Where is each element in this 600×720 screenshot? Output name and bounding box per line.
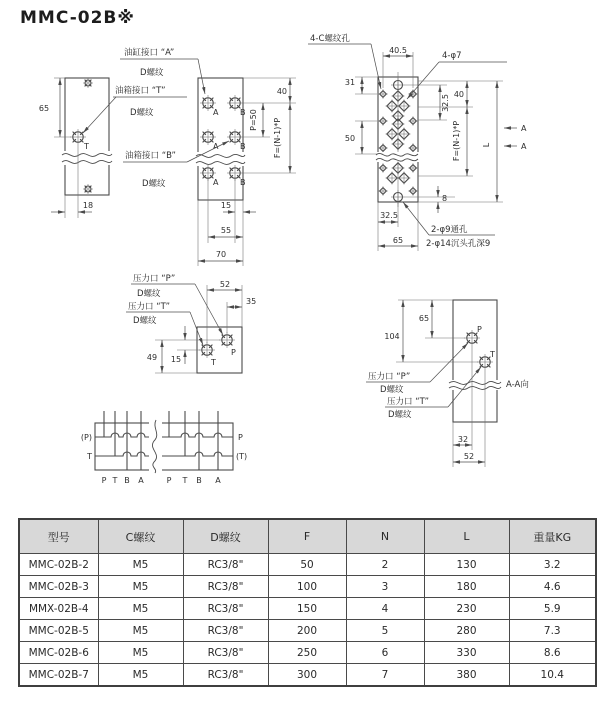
col-header-weight: 重量KG: [509, 519, 596, 554]
svg-text:40.5: 40.5: [389, 46, 407, 55]
dim-65: [419, 300, 432, 338]
section-view-body: [447, 300, 503, 422]
col-header-model: 型号: [19, 519, 98, 554]
dim-49: [147, 340, 162, 373]
label-thread-a: D螺纹: [140, 68, 164, 78]
svg-text:49: 49: [146, 353, 158, 362]
svg-text:32.5: 32.5: [380, 211, 398, 220]
dim-32: [453, 435, 472, 445]
dim-55: [208, 226, 243, 237]
label-thread-t: D螺纹: [133, 316, 157, 326]
svg-text:18: 18: [82, 201, 94, 210]
svg-text:T: T: [112, 476, 118, 485]
cell-model: MMC-02B-7: [19, 664, 98, 687]
port-t-letter: T: [84, 142, 89, 151]
cell-model: MMC-02B-5: [19, 620, 98, 642]
svg-text:65: 65: [418, 314, 430, 323]
front-view-body: [195, 78, 246, 200]
label-through-holes: [403, 202, 495, 235]
label-thread-p: D螺纹: [380, 385, 404, 395]
dim-p50: [243, 103, 270, 137]
dim-35: [227, 297, 256, 307]
svg-text:B: B: [240, 108, 246, 117]
svg-text:P: P: [477, 325, 482, 334]
svg-text:T: T: [490, 350, 495, 359]
pressure-view-body: [197, 327, 242, 373]
schematic-station2-port-labels: [167, 476, 222, 485]
svg-text:A: A: [521, 124, 527, 133]
svg-text:A: A: [521, 142, 527, 151]
schematic-body: [95, 411, 233, 473]
svg-text:F=(N-1)*P: F=(N-1)*P: [452, 120, 461, 162]
dim-15: [171, 326, 185, 364]
dim-32-5-bottom: [378, 202, 398, 227]
svg-text:15: 15: [170, 355, 182, 364]
col-header-c-thread: C螺纹: [98, 519, 183, 554]
svg-text:B: B: [196, 476, 202, 485]
svg-text:压力口 “T”: 压力口 “T”: [128, 302, 171, 312]
svg-text:B: B: [240, 142, 246, 151]
table-header-row: [19, 519, 596, 554]
cell-model: MMC-02B-6: [19, 642, 98, 664]
svg-text:P=50: P=50: [249, 109, 258, 131]
side-view-body: [60, 78, 114, 195]
dim-8: [405, 186, 455, 213]
svg-text:P: P: [166, 476, 172, 485]
port-p-icon: [219, 332, 235, 348]
label-thread-t: D螺纹: [130, 108, 154, 118]
svg-text:55: 55: [220, 226, 232, 235]
svg-text:A: A: [213, 108, 219, 117]
top-view-drawing: [305, 25, 600, 257]
spec-table: [18, 518, 597, 687]
svg-text:2-φ9通孔: 2-φ9通孔: [431, 225, 468, 235]
mounting-hole-icon: [83, 78, 93, 88]
schematic-left-p-label: (P): [80, 433, 92, 442]
svg-text:31: 31: [344, 78, 356, 87]
dim-52: [207, 280, 242, 290]
svg-text:104: 104: [384, 332, 400, 341]
page-title: MMC-02B※: [20, 8, 135, 28]
section-arrow-a-bottom: [504, 142, 527, 151]
svg-text:B: B: [240, 178, 246, 187]
svg-text:油缸接口 “A”: 油缸接口 “A”: [124, 48, 175, 58]
svg-text:L: L: [482, 142, 491, 148]
pressure-port-view-drawing: [85, 265, 310, 385]
svg-text:52: 52: [463, 452, 475, 461]
mounting-hole-icon: [83, 184, 93, 194]
svg-text:油箱接口 “T”: 油箱接口 “T”: [115, 86, 166, 96]
top-view-body: [375, 72, 421, 207]
dim-50: [345, 121, 378, 154]
schematic-station1-port-labels: [102, 476, 145, 485]
table-row: MMX-02B-4 M5 RC3/8" 150 4 230 5.9: [19, 598, 596, 620]
svg-text:F=(N-1)*P: F=(N-1)*P: [273, 117, 282, 159]
svg-text:4-φ7: 4-φ7: [442, 51, 462, 61]
label-counterbore: 2-φ14沉头孔深9: [426, 239, 491, 249]
svg-text:52: 52: [219, 280, 231, 289]
cell-model: MMX-02B-4: [19, 598, 98, 620]
dim-40: [243, 78, 296, 103]
label-thread-b: D螺纹: [142, 179, 166, 189]
dim-52: [453, 452, 485, 462]
dim-104: [384, 300, 403, 362]
svg-text:40: 40: [453, 90, 464, 99]
svg-text:A: A: [215, 476, 221, 485]
hydraulic-schematic: [75, 408, 255, 493]
svg-text:B: B: [124, 476, 130, 485]
port-t-icon: [199, 342, 215, 358]
schematic-left-t-label: T: [87, 452, 92, 461]
col-header-n: N: [346, 519, 424, 554]
table-row: MMC-02B-3 M5 RC3/8" 100 3 180 4.6: [19, 576, 596, 598]
svg-text:压力口 “T”: 压力口 “T”: [387, 397, 430, 407]
svg-text:65: 65: [38, 104, 50, 113]
section-a-a-drawing: [330, 280, 600, 475]
section-view-label: A-A向: [506, 380, 529, 390]
svg-text:P: P: [101, 476, 107, 485]
label-thread-t: D螺纹: [388, 410, 412, 420]
schematic-right-t-label: (T): [236, 452, 248, 461]
svg-text:压力口 “P”: 压力口 “P”: [133, 274, 176, 284]
svg-text:40: 40: [276, 87, 287, 96]
col-header-l: L: [424, 519, 509, 554]
col-header-d-thread: D螺纹: [183, 519, 268, 554]
svg-text:50: 50: [344, 134, 356, 143]
svg-text:35: 35: [246, 297, 257, 306]
svg-text:T: T: [182, 476, 188, 485]
svg-text:压力口 “P”: 压力口 “P”: [368, 372, 411, 382]
dim-15: [208, 179, 256, 243]
schematic-right-p-label: P: [238, 433, 243, 442]
svg-text:32.5: 32.5: [441, 94, 450, 112]
dim-65: [39, 78, 71, 137]
svg-text:15: 15: [220, 201, 232, 210]
svg-text:32: 32: [457, 435, 469, 444]
label-thread-p: D螺纹: [137, 289, 161, 299]
svg-text:4-C螺纹孔: 4-C螺纹孔: [310, 34, 350, 44]
svg-text:A: A: [213, 142, 219, 151]
dim-f: [452, 107, 467, 176]
svg-text:A: A: [138, 476, 144, 485]
cell-model: MMC-02B-2: [19, 554, 98, 576]
svg-text:T: T: [211, 358, 216, 367]
svg-text:A: A: [213, 178, 219, 187]
svg-text:P: P: [231, 348, 236, 357]
cell-model: MMC-02B-3: [19, 576, 98, 598]
dim-40: [454, 81, 467, 107]
table-row: MMC-02B-2 M5 RC3/8" 50 2 130 3.2: [19, 554, 596, 576]
side-front-view-drawing: [30, 38, 305, 259]
table-row: MMC-02B-7 M5 RC3/8" 300 7 380 10.4: [19, 664, 596, 687]
section-arrow-a-top: [504, 124, 527, 133]
svg-text:65: 65: [392, 236, 404, 245]
svg-text:油箱接口 “B”: 油箱接口 “B”: [125, 151, 176, 161]
dim-l: [482, 81, 497, 202]
dim-32-5-right: [405, 85, 450, 120]
svg-text:70: 70: [215, 250, 227, 259]
table-row: MMC-02B-5 M5 RC3/8" 200 5 280 7.3: [19, 620, 596, 642]
table-row: MMC-02B-6 M5 RC3/8" 250 6 330 8.6: [19, 642, 596, 664]
col-header-f: F: [268, 519, 346, 554]
dim-31: [345, 77, 378, 94]
svg-text:8: 8: [442, 194, 448, 203]
